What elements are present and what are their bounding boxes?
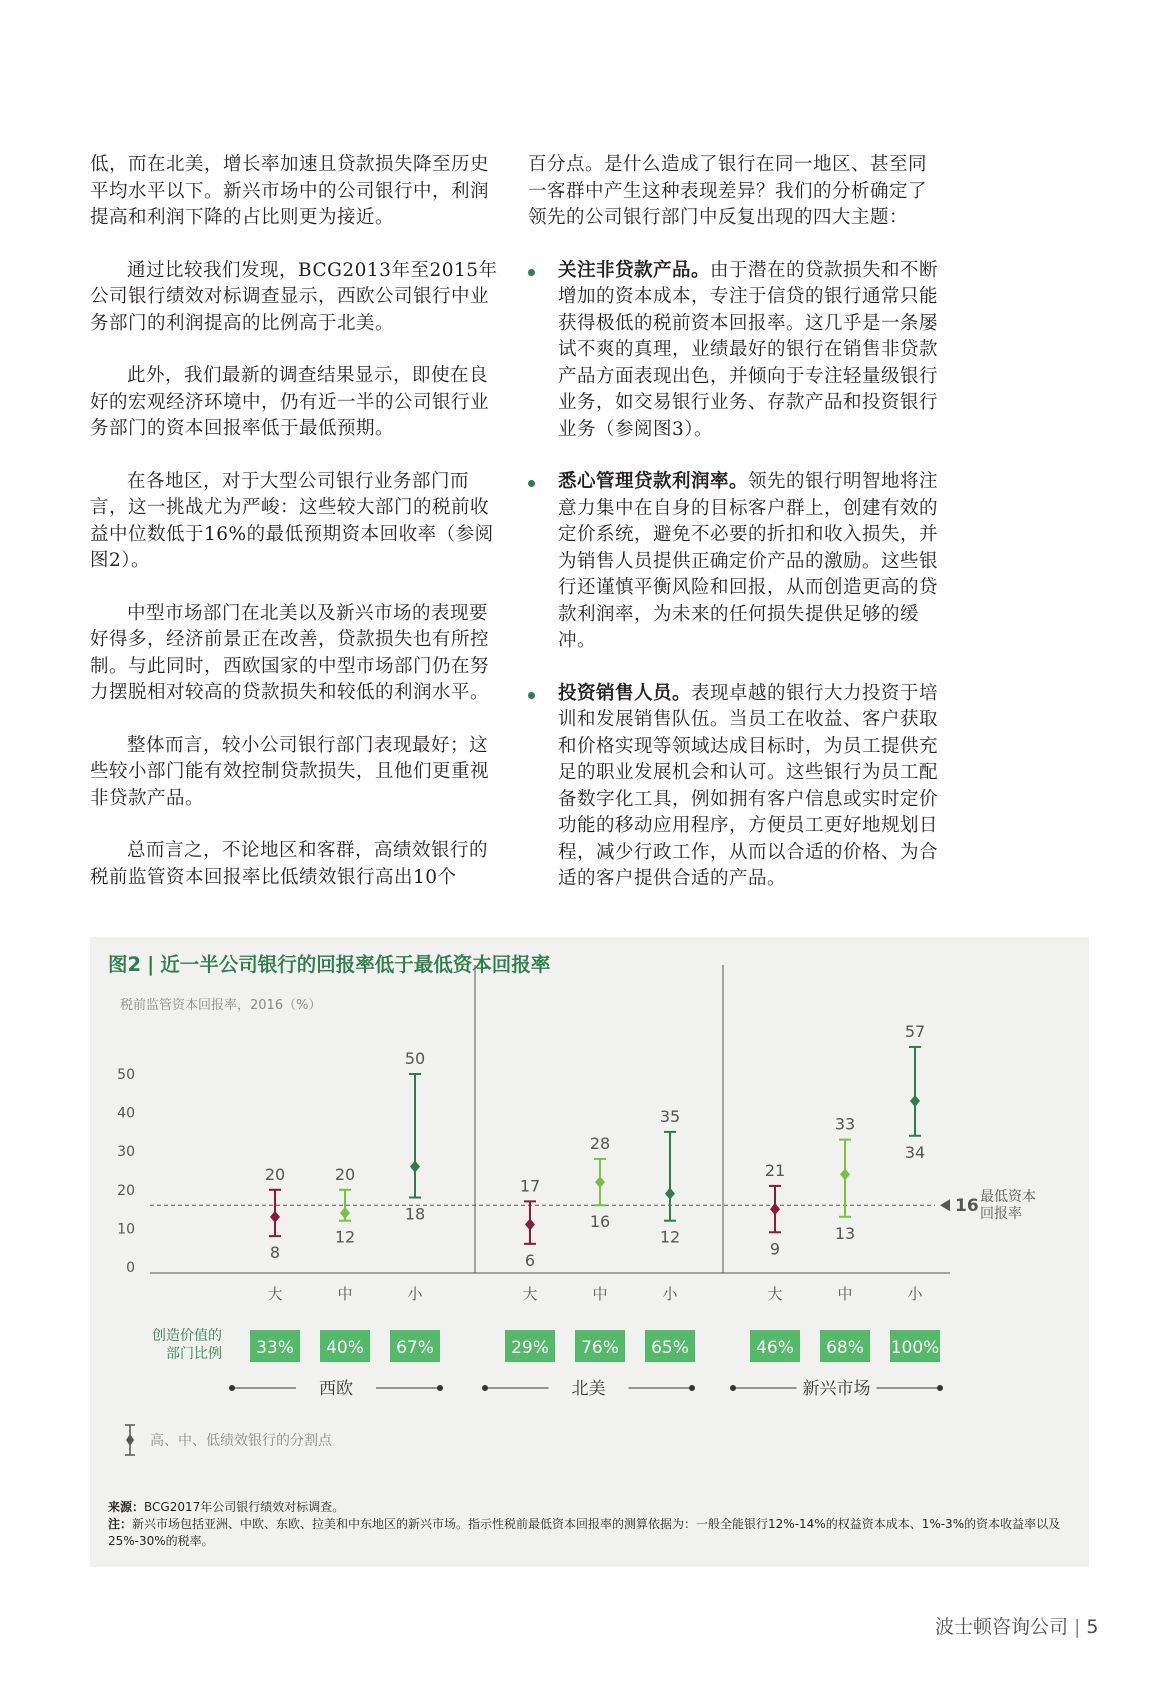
region-bracket-dot <box>229 1385 235 1391</box>
note-label: 注： <box>108 1517 133 1531</box>
page-footer <box>935 1612 1099 1639</box>
note-text: 新兴市场包括亚洲、中欧、东欧、拉美和中东地区的新兴市场。指示性税前最低资本回报率的测算依据为：一般全能银行12%-14%的权益资本成本、1%-3%的资本收益率以及25%-30%的税率。 <box>108 1517 1061 1548</box>
median-marker <box>340 1207 350 1219</box>
share-value: 100% <box>890 1338 940 1358</box>
median-marker <box>525 1219 535 1231</box>
paragraph: 低，而在北美，增长率加速且贷款损失降至历史平均水平以下。新兴市场中的公司银行中，利润提高和利润下降的占比则更为接近。 <box>90 154 490 228</box>
high-value-label: 17 <box>519 1176 541 1196</box>
source-text: BCG2017年公司银行绩效对标调查。 <box>144 1500 345 1514</box>
paragraph: 总而言之，不论地区和客群，高绩效银行的税前监管资本回报率比低绩效银行高出10个 <box>90 840 489 888</box>
right-text-column <box>528 152 944 919</box>
paragraph: 此外，我们最新的调查结果显示，即使在良好的宏观经济环境中，仍有近一半的公司银行业务部门的资本回报率低于最低预期。 <box>90 365 490 439</box>
region-bracket-dot <box>482 1385 488 1391</box>
share-value: 76% <box>581 1338 619 1358</box>
bullet-title: 投资销售人员。 <box>558 682 692 704</box>
high-value-label: 28 <box>589 1133 611 1153</box>
threshold-text: 最低资本 <box>980 1189 1036 1206</box>
figure-separator: | <box>147 953 155 976</box>
low-value-label: 12 <box>659 1227 681 1247</box>
median-marker <box>665 1188 675 1200</box>
low-value-label: 13 <box>834 1223 856 1243</box>
figure-label: 图2 <box>108 953 142 976</box>
figure-panel <box>90 937 1089 1567</box>
legend-marker-icon <box>126 1434 134 1446</box>
figure-title-text: 近一半公司银行的回报率低于最低资本回报率 <box>160 953 551 976</box>
low-value-label: 34 <box>904 1142 926 1162</box>
y-axis-label: 税前监管资本回报率，2016（%） <box>120 998 322 1013</box>
left-text-column <box>90 152 506 917</box>
share-label: 创造价值的 <box>152 1328 222 1344</box>
footer-separator: | <box>1074 1616 1081 1638</box>
share-value: 40% <box>326 1338 364 1358</box>
threshold-value: 16 <box>955 1196 979 1217</box>
high-value-label: 21 <box>764 1160 786 1180</box>
y-tick-label: 10 <box>117 1221 135 1238</box>
range-chart <box>90 937 1089 1497</box>
share-value: 46% <box>756 1338 794 1358</box>
y-tick-label: 30 <box>117 1144 135 1161</box>
bullet-dot-icon <box>528 480 535 487</box>
bullet-dot-icon <box>528 269 535 276</box>
region-bracket-dot <box>689 1385 695 1391</box>
x-category-label: 大 <box>267 1285 283 1303</box>
low-value-label: 12 <box>334 1227 356 1247</box>
bullet-dot-icon <box>528 692 535 699</box>
page-number: 5 <box>1086 1616 1099 1638</box>
share-value: 68% <box>826 1338 864 1358</box>
share-value: 29% <box>511 1338 549 1358</box>
bullet-item <box>528 258 944 444</box>
y-tick-label: 40 <box>117 1105 135 1122</box>
y-tick-label: 0 <box>126 1260 135 1276</box>
source-label: 来源： <box>108 1500 145 1514</box>
region-bracket-dot <box>437 1385 443 1391</box>
region-label: 新兴市场 <box>802 1379 871 1399</box>
footer-company: 波士顿咨询公司 <box>935 1616 1069 1638</box>
low-value-label: 16 <box>589 1212 611 1232</box>
paragraph: 百分点。是什么造成了银行在同一地区、甚至同一客群中产生这种表现差异？我们的分析确定了领先的公司银行部门中反复出现的四大主题： <box>528 154 928 228</box>
y-tick-label: 20 <box>117 1182 135 1199</box>
high-value-label: 20 <box>334 1164 356 1184</box>
share-value: 33% <box>256 1338 294 1358</box>
bullet-text: 表现卓越的银行大力投资于培训和发展销售队伍。当员工在收益、客户获取和价格实现等领域达成目标时，为员工提供充足的职业发展机会和认可。这些银行为员工配备数字化工具，例如拥有客户信息或实时定价功能的移动应用程序，方便员工更好地规划日程，减少行政工作，从而以合适的价格、为合适的客户提供合适的产品。 <box>558 682 939 889</box>
paragraph: 在各地区，对于大型公司银行业务部门而言，这一挑战尤为严峻：这些较大部门的税前收益中位数低于16%的最低预期资本回收率（参阅图2）。 <box>90 470 494 571</box>
low-value-label: 6 <box>524 1250 536 1270</box>
share-value: 65% <box>651 1338 689 1358</box>
high-value-label: 35 <box>659 1106 681 1126</box>
bullet-item <box>528 681 944 893</box>
threshold-text: 回报率 <box>980 1206 1022 1223</box>
region-bracket-dot <box>937 1385 943 1391</box>
source-line <box>108 1499 1073 1516</box>
bullet-title: 关注非贷款产品。 <box>558 259 711 281</box>
y-tick-label: 50 <box>117 1067 135 1083</box>
low-value-label: 9 <box>769 1239 781 1259</box>
median-marker <box>770 1203 780 1215</box>
x-category-label: 中 <box>837 1285 853 1303</box>
legend-text: 高、中、低绩效银行的分割点 <box>150 1433 332 1449</box>
x-category-label: 中 <box>592 1285 608 1303</box>
median-marker <box>840 1168 850 1180</box>
median-marker <box>595 1176 605 1188</box>
region-label: 西欧 <box>319 1379 353 1399</box>
share-label: 部门比例 <box>166 1346 222 1362</box>
high-value-label: 33 <box>834 1114 856 1134</box>
median-marker <box>410 1161 420 1173</box>
high-value-label: 20 <box>264 1164 286 1184</box>
region-label: 北美 <box>571 1379 606 1399</box>
x-category-label: 小 <box>662 1285 678 1303</box>
median-marker <box>270 1211 280 1223</box>
x-category-label: 小 <box>907 1285 923 1303</box>
bullet-text: 领先的银行明智地将注意力集中在自身的目标客户群上，创建有效的定价系统，避免不必要的折扣和收入损失，并为销售人员提供正确定价产品的激励。这些银行还谨慎平衡风险和回报，从而创造更高的贷款利润率，为未来的任何损失提供足够的缓冲。 <box>558 471 939 651</box>
x-category-label: 大 <box>767 1285 783 1303</box>
region-bracket-dot <box>730 1385 736 1391</box>
bullet-item <box>528 469 944 655</box>
low-value-label: 18 <box>404 1204 426 1224</box>
x-category-label: 小 <box>407 1285 423 1303</box>
median-marker <box>910 1095 920 1107</box>
figure-notes <box>108 1499 1073 1550</box>
high-value-label: 57 <box>904 1021 926 1041</box>
share-value: 67% <box>396 1338 434 1358</box>
high-value-label: 50 <box>404 1049 426 1068</box>
x-category-label: 大 <box>522 1285 538 1303</box>
note-line <box>108 1516 1073 1550</box>
threshold-arrow-icon <box>940 1199 950 1211</box>
paragraph: 中型市场部门在北美以及新兴市场的表现要好得多，经济前景正在改善，贷款损失也有所控制。与此同时，西欧国家的中型市场部门仍在努力摆脱相对较高的贷款损失和较低的利润水平。 <box>90 602 490 703</box>
x-category-label: 中 <box>337 1285 353 1303</box>
paragraph: 通过比较我们发现，BCG2013年至2015年公司银行绩效对标调查显示，西欧公司银行中业务部门的利润提高的比例高于北美。 <box>90 259 498 334</box>
paragraph: 整体而言，较小公司银行部门表现最好；这些较小部门能有效控制贷款损失，且他们更重视非贷款产品。 <box>90 734 490 809</box>
low-value-label: 8 <box>269 1243 281 1263</box>
bullet-text: 由于潜在的贷款损失和不断增加的资本成本，专注于信贷的银行通常只能获得极低的税前资本回报率。这几乎是一条屡试不爽的真理，业绩最好的银行在销售非贷款产品方面表现出色，并倾向于专注轻量级银行业务，如交易银行业务、存款产品和投资银行业务（参阅图3）。 <box>558 259 939 440</box>
bullet-title: 悉心管理贷款利润率。 <box>558 471 749 492</box>
